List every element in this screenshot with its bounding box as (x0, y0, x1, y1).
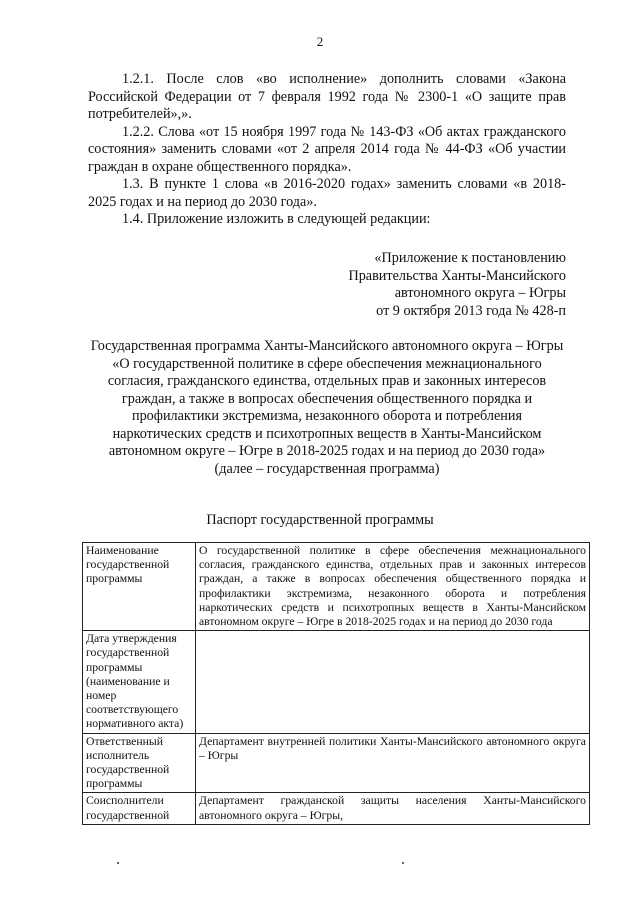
amendment-1-4: 1.4. Приложение изложить в следующей редакции: (122, 211, 431, 227)
amendments-block (88, 71, 566, 229)
row-value: Департамент внутренней политики Ханты-Мансийского автономного округа – Югры (196, 733, 590, 793)
table-row (83, 793, 590, 824)
table-row (83, 543, 590, 631)
row-label: Ответственный исполнитель государственной программы (83, 733, 196, 793)
row-label: Наименование государственной программы (83, 543, 196, 631)
row-value (196, 631, 590, 733)
row-value: О государственной политике в сфере обеспечения межнационального согласия, гражданского единства, отдельных прав и законных интересов граждан, а также в вопросах обеспечения общественного порядка и профилактики экстремизма, незаконного оборота и потребления наркотических средств и психотропных веществ в Ханты-Мансийском автономном округе – Югре в 2018-2025 годах и на период до 2030 года (196, 543, 590, 631)
row-value: Департамент гражданской защиты населения Ханты-Мансийского автономного округа – Югры, (196, 793, 590, 824)
appendix-note-line: от 9 октября 2013 года № 428-п (376, 302, 566, 319)
scan-speck (402, 862, 404, 864)
program-title-block (88, 338, 566, 478)
passport-heading: Паспорт государственной программы (206, 512, 434, 528)
page-number: 2 (316, 34, 324, 49)
program-title: Государственная программа Ханты-Мансийского автономного округа – Югры «О государственной политике в сфере обеспечения межнационального согласия, гражданского единства, отдельных прав и законных интересов граждан, а также в вопросах обеспечения общественного порядка и профилактики экстремизма, незаконного оборота и потребления наркотических средств и психотропных веществ в Ханты-Мансийском автономном округе – Югре в 2018-2025 годах и на период до 2030 года» (90, 338, 564, 459)
appendix-note (348, 250, 566, 320)
program-subtitle: (далее – государственная программа) (214, 460, 440, 477)
table-row (83, 733, 590, 793)
appendix-note-line: «Приложение к постановлению (374, 250, 566, 266)
amendment-1-2-2: 1.2.2. Слова «от 15 ноября 1997 года № 143-ФЗ «Об актах гражданского состояния» заменить словами «от 2 апреля 2014 года № 44-ФЗ «Об участии граждан в охране общественного порядка». (88, 123, 566, 175)
passport-table (82, 542, 590, 825)
appendix-note-line: автономного округа – Югры (394, 285, 566, 301)
amendment-1-3: 1.3. В пункте 1 слова «в 2016-2020 годах» заменить словами «в 2018-2025 годах и на период до 2030 года». (88, 176, 566, 210)
amendment-1-2-1: 1.2.1. После слов «во исполнение» дополнить словами «Закона Российской Федерации от 7 февраля 1992 года № 2300-1 «О защите прав потребителей»,». (88, 71, 566, 122)
appendix-note-line: Правительства Ханты-Мансийского (348, 267, 566, 284)
row-label: Соисполнители государственной (83, 793, 196, 824)
row-label: Дата утверждения государственной программы (наименование и номер соответствующего нормативного акта) (83, 631, 196, 733)
scan-speck (117, 862, 119, 864)
table-row (83, 631, 590, 733)
